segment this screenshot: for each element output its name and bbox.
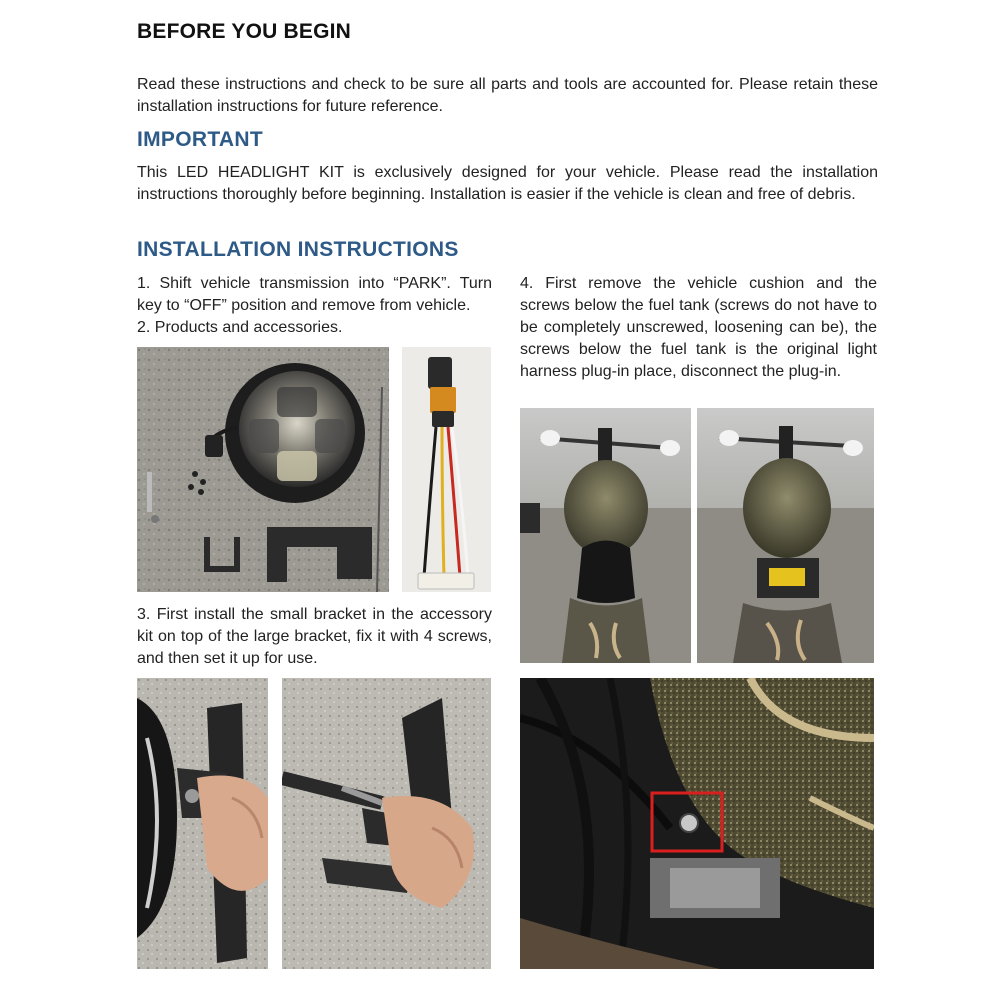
bracket-assembly-photo-2: [282, 678, 491, 969]
screw-location-photo: [520, 678, 874, 969]
bracket-assembly-photo-1: [137, 678, 268, 969]
important-heading: IMPORTANT: [137, 128, 263, 151]
step-3-text: 3. First install the small bracket in the accessory kit on top of the large bracket, fix it with 4 screws, and then set it up for use.: [137, 606, 492, 667]
motorcycle-seat-removed-photo: [697, 408, 874, 663]
wiring-harness-photo: [402, 347, 491, 592]
installation-heading: INSTALLATION INSTRUCTIONS: [137, 238, 459, 261]
step-2-text: 2. Products and accessories.: [137, 319, 343, 336]
intro-paragraph: Read these instructions and check to be sure all parts and tools are accounted for. Please retain these installation instructions for future reference.: [137, 76, 878, 115]
page-title: BEFORE YOU BEGIN: [137, 20, 352, 43]
step-4-text: 4. First remove the vehicle cushion and the screws below the fuel tank (screws do not have to be completely unscrewed, loosening can be), the screws below the fuel tank is the original light harness plug-in place, disconnect the plug-in.: [520, 275, 877, 380]
step-1-text: 1. Shift vehicle transmission into “PARK”. Turn key to “OFF” position and remove from vehicle.: [137, 275, 492, 314]
motorcycle-seat-photo: [520, 408, 691, 663]
headlight-parts-photo: [137, 347, 389, 592]
important-paragraph: This LED HEADLIGHT KIT is exclusively designed for your vehicle. Please read the installation instructions thoroughly before beginning. Installation is easier if the vehicle is clean and free of debris.: [137, 164, 878, 203]
